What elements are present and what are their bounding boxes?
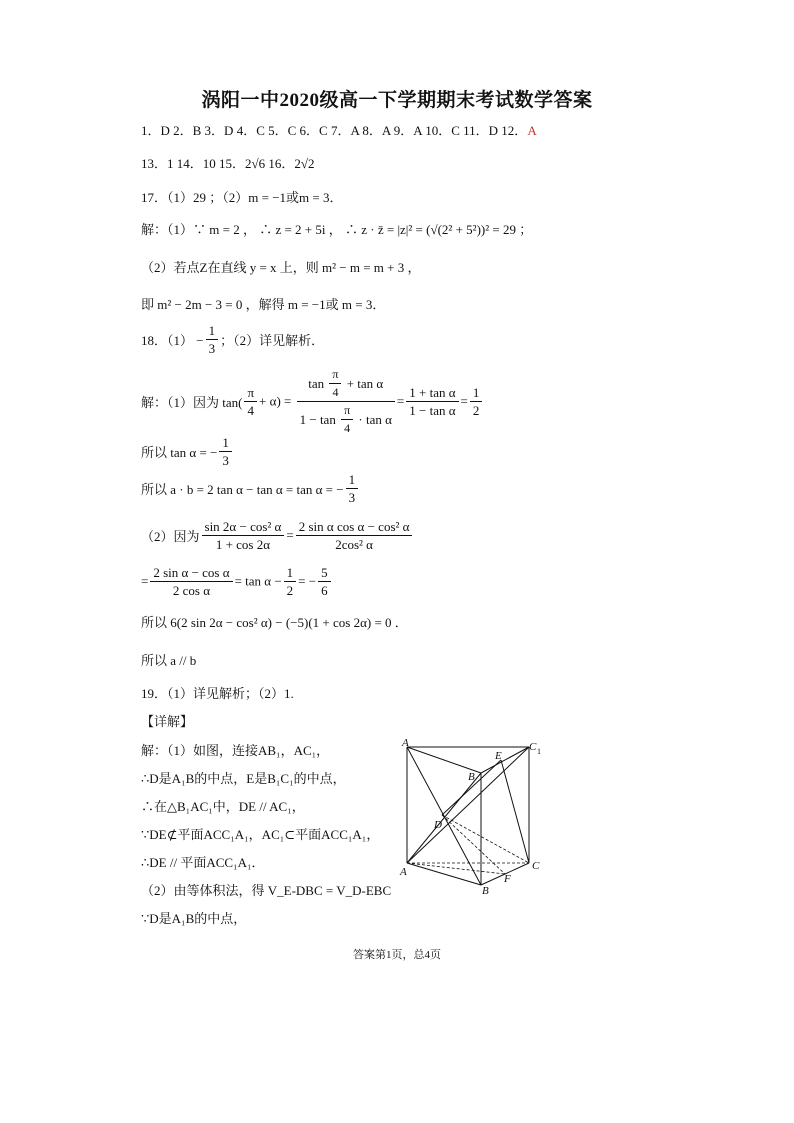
seg-d-e: [442, 760, 501, 815]
page-title: 涡阳一中2020级高一下学期期末考试数学答案: [201, 90, 593, 111]
q19-l4: ∵DE⊄平面ACC₁A₁，AC₁⊂平面ACC₁A₁，: [141, 827, 380, 842]
q18-sol5-f-den: 2 cos α: [172, 583, 211, 598]
answers-fill-line: 13．1 14．10 15．2√6 16．2√2: [141, 156, 315, 171]
q18-bigden-four: 4: [344, 421, 351, 435]
q17-sol3: 即 m² − 2m − 3 = 0 ，解得 m = −1或 m = 3．: [141, 297, 386, 312]
q18-sol1-pre: 解：（1）因为 tan(: [141, 395, 243, 410]
label-b: B: [482, 885, 489, 895]
q17-sol2: （2）若点Z在直线 y = x 上，则 m² − m = m + 3 ，: [141, 260, 421, 275]
q18-sol3-pre: 所以 a · b = 2 tan α − tan α = tan α = −: [141, 482, 344, 497]
q19-l3: ∴在△B₁AC₁中，DE // AC₁，: [141, 799, 305, 814]
q18-head-num: 1: [206, 322, 219, 340]
q18-bigden-a: 1 − tan: [299, 412, 336, 427]
answers-choice-line: [141, 120, 537, 139]
page-footer: 答案第1页，总4页: [353, 949, 441, 961]
q18-bignum-pi: π: [329, 366, 341, 384]
q18-sol5-r-num: 5: [318, 564, 331, 582]
q18-sol2-num: 1: [219, 434, 232, 452]
label-c1: C: [529, 741, 537, 753]
q19-l5: ∴DE // 平面ACC₁A₁．: [141, 855, 265, 870]
q18-sol5-eq: =: [141, 573, 149, 589]
q18-head: [141, 322, 324, 357]
q18-sol1-mid-num: 1 + tan α: [406, 384, 458, 402]
label-c: C: [532, 860, 540, 872]
q18-bignum-four: 4: [332, 385, 339, 399]
diag-a-b1: [407, 773, 481, 863]
q18-sol1-mid-den: 1 − tan α: [409, 403, 456, 418]
choice-answer-12: A: [527, 123, 537, 138]
q18-sol1-pi: π: [244, 384, 257, 402]
q18-sol3: [141, 471, 360, 506]
q18-sol2-den: 3: [222, 453, 229, 468]
hidden-a-f: [407, 863, 505, 874]
q19-l7: ∵D是A₁B的中点，: [141, 911, 247, 926]
q18-sol3-den: 3: [348, 490, 356, 505]
q18-sol4-f1-num: sin 2α − cos² α: [202, 518, 285, 536]
q18-sol1-alpha: + α) =: [259, 393, 292, 409]
diag-a-c1: [407, 747, 529, 863]
q18-sol1-half-num: 1: [470, 384, 483, 402]
edge-a1-b1: [407, 747, 481, 773]
q18-head-den: 3: [208, 341, 216, 356]
q18-sol3-num: 1: [346, 471, 359, 489]
q19-l1: 解：（1）如图，连接AB₁，AC₁，: [141, 743, 330, 758]
edge-b1-c1: [481, 747, 529, 773]
q18-head-post: ；（2）详见解析．: [220, 333, 325, 348]
q18-sol1-bignum: [297, 366, 395, 402]
q18-sol6: 所以 6(2 sin 2α − cos² α) − (−5)(1 + cos 2α) = 0 ．: [141, 615, 408, 630]
label-f: F: [504, 873, 511, 885]
q18-sol4-f2-den: 2cos² α: [335, 537, 373, 552]
q18-head-pre: 18．（1） −: [141, 333, 204, 348]
label-c1-sub: 1: [537, 747, 541, 756]
q18-sol1-four: 4: [247, 403, 254, 418]
q18-sol7: 所以 a // b: [141, 653, 197, 668]
q18-bigden-b: · tan α: [358, 412, 392, 427]
q18-sol5-r-den: 6: [321, 583, 328, 598]
q19-head: 19．（1）详见解析；（2）1.: [141, 686, 294, 701]
q18-bignum-a: tan: [308, 376, 325, 391]
label-b1: B: [468, 771, 475, 783]
q18-sol4: [141, 518, 414, 553]
label-a: A: [400, 866, 407, 878]
q18-sol4-f2-num: 2 sin α cos α − cos² α: [296, 518, 413, 536]
q18-sol5-h-den: 2: [286, 583, 294, 598]
label-a1: A: [402, 737, 409, 749]
q19-l6: （2）由等体积法，得 V_E-DBC = V_D-EBC: [141, 883, 392, 898]
q19-detail: 【详解】: [141, 714, 194, 729]
q18-sol5-mid: = tan α −: [234, 573, 282, 589]
hidden-d-c: [442, 815, 529, 863]
q18-sol2-pre: 所以 tan α = −: [141, 445, 218, 460]
q18-bignum-b: + tan α: [346, 376, 384, 391]
label-d: D: [434, 819, 442, 831]
edge-a-b: [407, 863, 481, 885]
prism-figure: [398, 735, 548, 895]
q19-l2: ∴D是A₁B的中点，E是B₁C₁的中点，: [141, 771, 346, 786]
q18-sol1-eq1: =: [396, 393, 405, 409]
q18-sol1: [141, 366, 484, 437]
q18-sol5: [141, 564, 333, 599]
choice-answers: 1．D 2．B 3．D 4．C 5．C 6．C 7．A 8．A 9．A 10．C 11．D 12．: [141, 123, 528, 138]
q18-sol5-h-num: 1: [284, 564, 297, 582]
q18-sol1-eq2: =: [460, 393, 468, 409]
q18-sol1-bigden: [297, 402, 395, 437]
q18-sol1-half-den: 2: [472, 403, 480, 418]
q18-bigden-pi: π: [341, 402, 353, 420]
q18-sol4-pre: （2）因为: [141, 529, 200, 544]
q18-sol4-f1-den: 1 + cos 2α: [215, 537, 271, 552]
q17-sol1: 解：（1）∵ m = 2 ， ∴ z = 2 + 5i ， ∴ z · z̄ = |z|² = (√(2² + 5²))² = 29 ；: [141, 222, 533, 237]
q18-sol4-eq: =: [286, 527, 294, 543]
q17-head: 17．（1）29 ；（2）m = −1或m = 3．: [141, 190, 343, 205]
seg-e-c: [501, 760, 529, 863]
q18-sol2: [141, 434, 234, 469]
q18-sol5-eq2: = −: [298, 573, 317, 589]
label-e: E: [495, 750, 502, 762]
q18-sol5-f-num: 2 sin α − cos α: [150, 564, 232, 582]
